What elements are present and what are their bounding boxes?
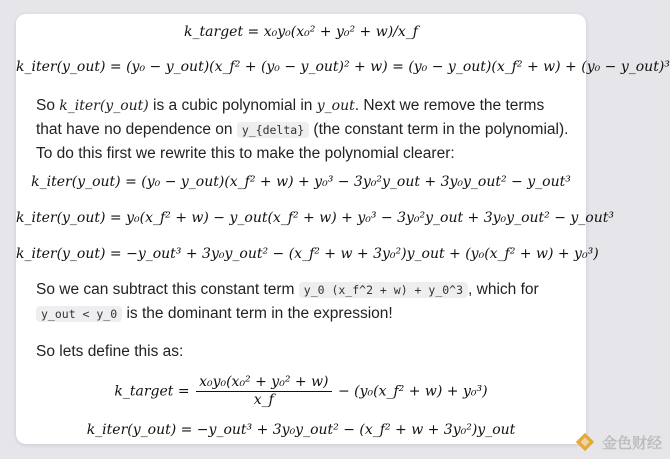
inline-math: k_iter(y_out): [59, 98, 149, 114]
paragraph-subtract: [36, 278, 571, 326]
fraction-numerator: x₀y₀(x₀² + y₀² + w): [196, 374, 331, 392]
equation-rhs: − (y₀(x_f² + w) + y₀³): [337, 383, 488, 400]
text: , which for: [468, 281, 539, 298]
inline-code: y_out < y_0: [36, 306, 122, 322]
inline-code: y_0 (x_f^2 + w) + y_0^3: [299, 282, 468, 298]
inline-code: y_{delta}: [237, 122, 309, 138]
text: is the dominant term in the expression!: [122, 305, 393, 322]
fraction: [196, 374, 331, 409]
text: (the constant term in the polynomial). To do this first we rewrite this to make the polynomial clearer:: [36, 121, 569, 162]
equation-k-target-defined: [16, 374, 586, 409]
text: . Next we remove the terms that have no dependence on: [36, 97, 545, 138]
watermark: [574, 431, 662, 453]
equation-k-iter-step2: k_iter(y_out) = y₀(x_f² + w) − y_out(x_f² + w) + y₀³ − 3y₀²y_out + 3y₀y_out² − y_out³: [16, 210, 614, 226]
inline-math: y_out: [316, 98, 355, 114]
paragraph-cubic: [36, 94, 571, 166]
equation-k-iter-defined: k_iter(y_out) = −y_out³ + 3y₀y_out² − (x_f² + w + 3y₀²)y_out: [86, 422, 516, 438]
equation-k-iter-step3: k_iter(y_out) = −y_out³ + 3y₀y_out² − (x_f² + w + 3y₀²)y_out + (y₀(x_f² + w) + y₀³): [16, 246, 599, 262]
paragraph-define: So lets define this as:: [36, 343, 184, 360]
equation-lhs: k_target =: [114, 383, 190, 400]
text: is a cubic polynomial in: [148, 97, 317, 114]
text: So we can subtract this constant term: [36, 281, 299, 298]
equation-k-iter-expanded: k_iter(y_out) = (y₀ − y_out)(x_f² + (y₀ − y_out)² + w) = (y₀ − y_out)(x_f² + w) + (y₀ − y_out)³: [16, 59, 670, 75]
watermark-text: 金色财经: [601, 433, 662, 452]
fraction-denominator: x_f: [253, 392, 274, 408]
text: So: [36, 97, 60, 114]
equation-k-target: k_target = x₀y₀(x₀² + y₀² + w)/x_f: [184, 24, 418, 40]
equation-k-iter-step1: k_iter(y_out) = (y₀ − y_out)(x_f² + w) + y₀³ − 3y₀²y_out + 3y₀y_out² − y_out³: [31, 174, 571, 190]
gold-diamond-icon: [574, 431, 596, 453]
